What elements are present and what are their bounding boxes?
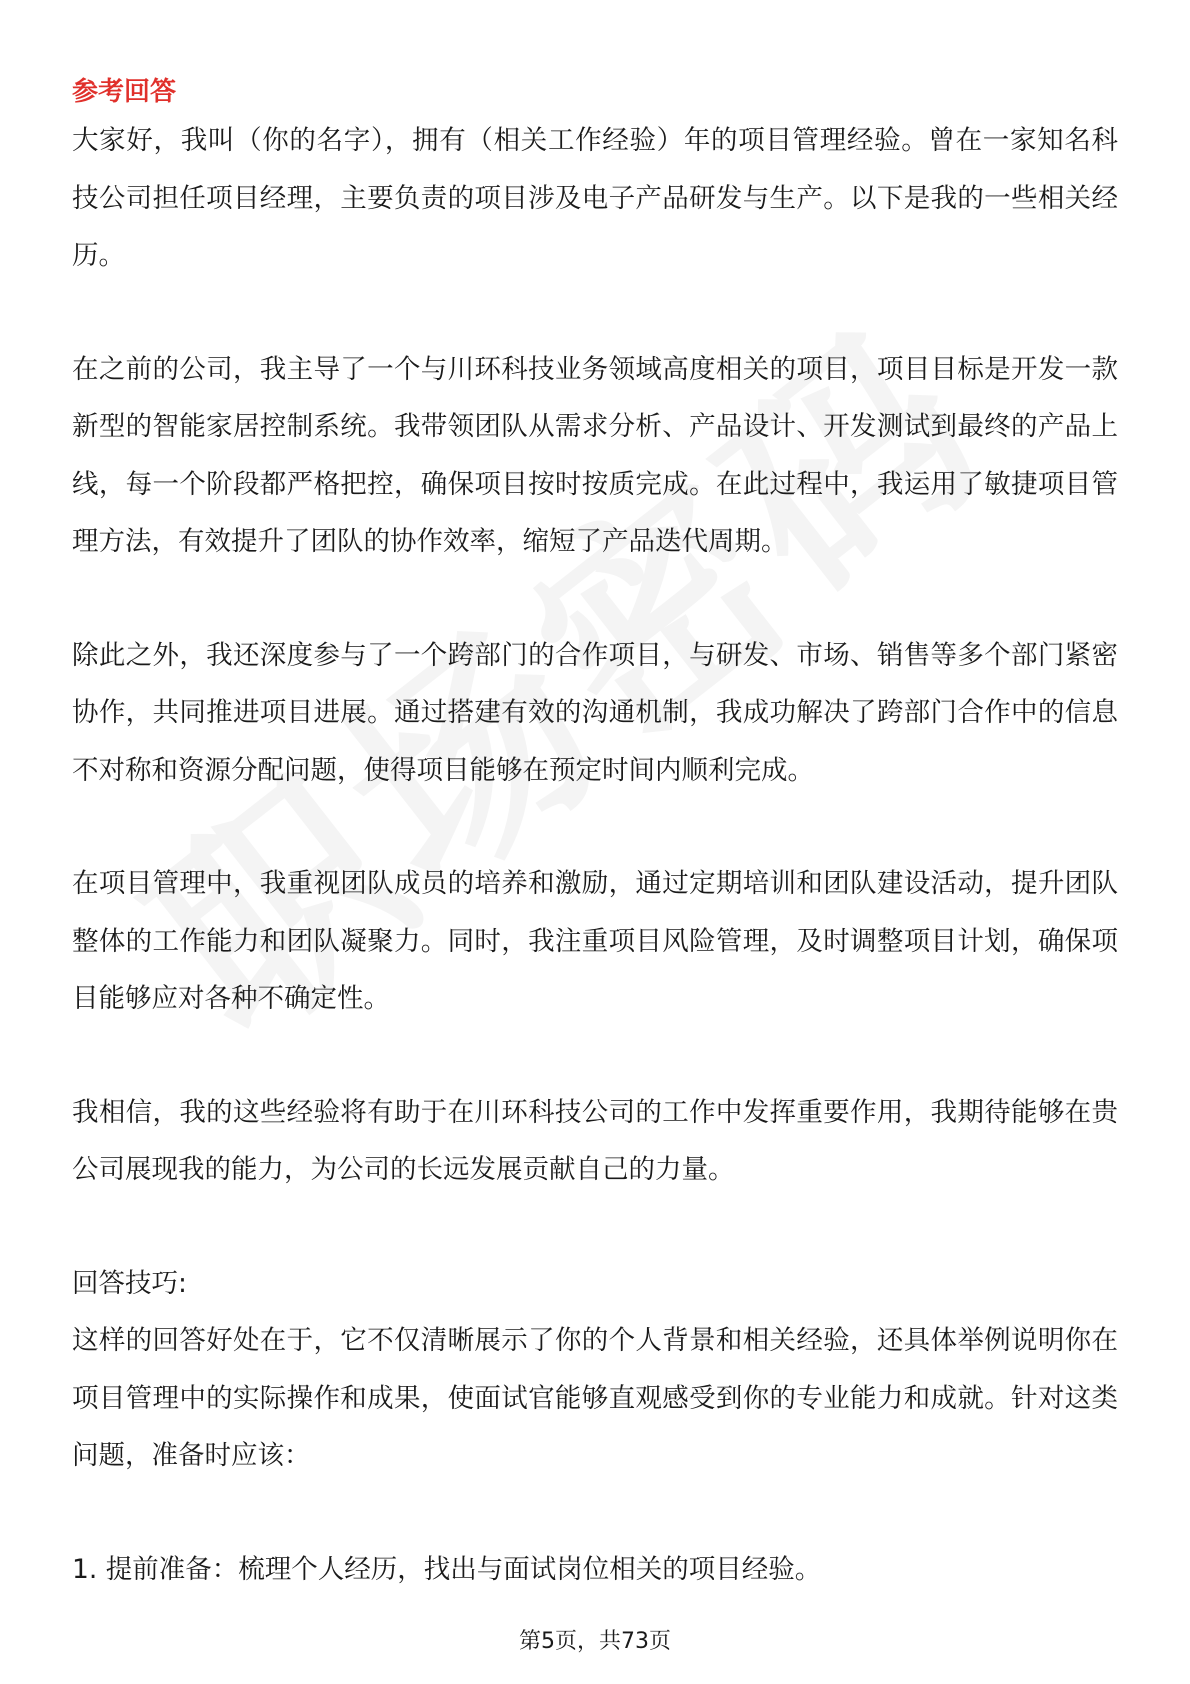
- tips-text: 这样的回答好处在于，它不仅清晰展示了你的个人背景和相关经验，还具体举例说明你在项目管理中的实际操作和成果，使面试官能够直观感受到你的专业能力和成就。针对这类问题，准备时应该：: [72, 1325, 1118, 1471]
- paragraph-team: 在项目管理中，我重视团队成员的培养和激励，通过定期培训和团队建设活动，提升团队整体的工作能力和团队凝聚力。同时，我注重项目风险管理，及时调整项目计划，确保项目能够应对各种不确定性。: [72, 868, 1118, 1014]
- page-footer: 第5页，共73页: [519, 1629, 671, 1654]
- paragraph-gap: [72, 1199, 1118, 1255]
- tips-label: 回答技巧:: [72, 1267, 187, 1299]
- paragraph-gap: [72, 799, 1118, 855]
- paragraph-gap: [72, 571, 1118, 627]
- paragraph-project: 在之前的公司，我主导了一个与川环科技业务领域高度相关的项目，项目目标是开发一款新型的智能家居控制系统。我带领团队从需求分析、产品设计、开发测试到最终的产品上线，每一个阶段都严格把控，确保项目按时按质完成。在此过程中，我运用了敏捷项目管理方法，有效提升了团队的协作效率，缩短了产品迭代周期。: [72, 353, 1118, 557]
- answer-heading: 参考回答: [72, 77, 177, 107]
- paragraph-cross-dept: 除此之外，我还深度参与了一个跨部门的合作项目，与研发、市场、销售等多个部门紧密协作，共同推进项目进展。通过搭建有效的沟通机制，我成功解决了跨部门合作中的信息不对称和资源分配问题，使得项目能够在预定时间内顺利完成。: [72, 639, 1118, 786]
- paragraph-gap: [72, 285, 1118, 341]
- paragraph-intro: 大家好，我叫（你的名字），拥有（相关工作经验）年的项目管理经验。曾在一家知名科技公司担任项目经理，主要负责的项目涉及电子产品研发与生产。以下是我的一些相关经历。: [72, 125, 1118, 271]
- paragraph-gap: [72, 1028, 1118, 1084]
- paragraph-closing: 我相信，我的这些经验将有助于在川环科技公司的工作中发挥重要作用，我期待能够在贵公司展现我的能力，为公司的长远发展贡献自己的力量。: [72, 1096, 1118, 1185]
- paragraph-gap: [72, 1485, 1118, 1541]
- main-content: [72, 72, 1118, 1598]
- list-item: 1. 提前准备：梳理个人经历，找出与面试岗位相关的项目经验。: [72, 1553, 822, 1585]
